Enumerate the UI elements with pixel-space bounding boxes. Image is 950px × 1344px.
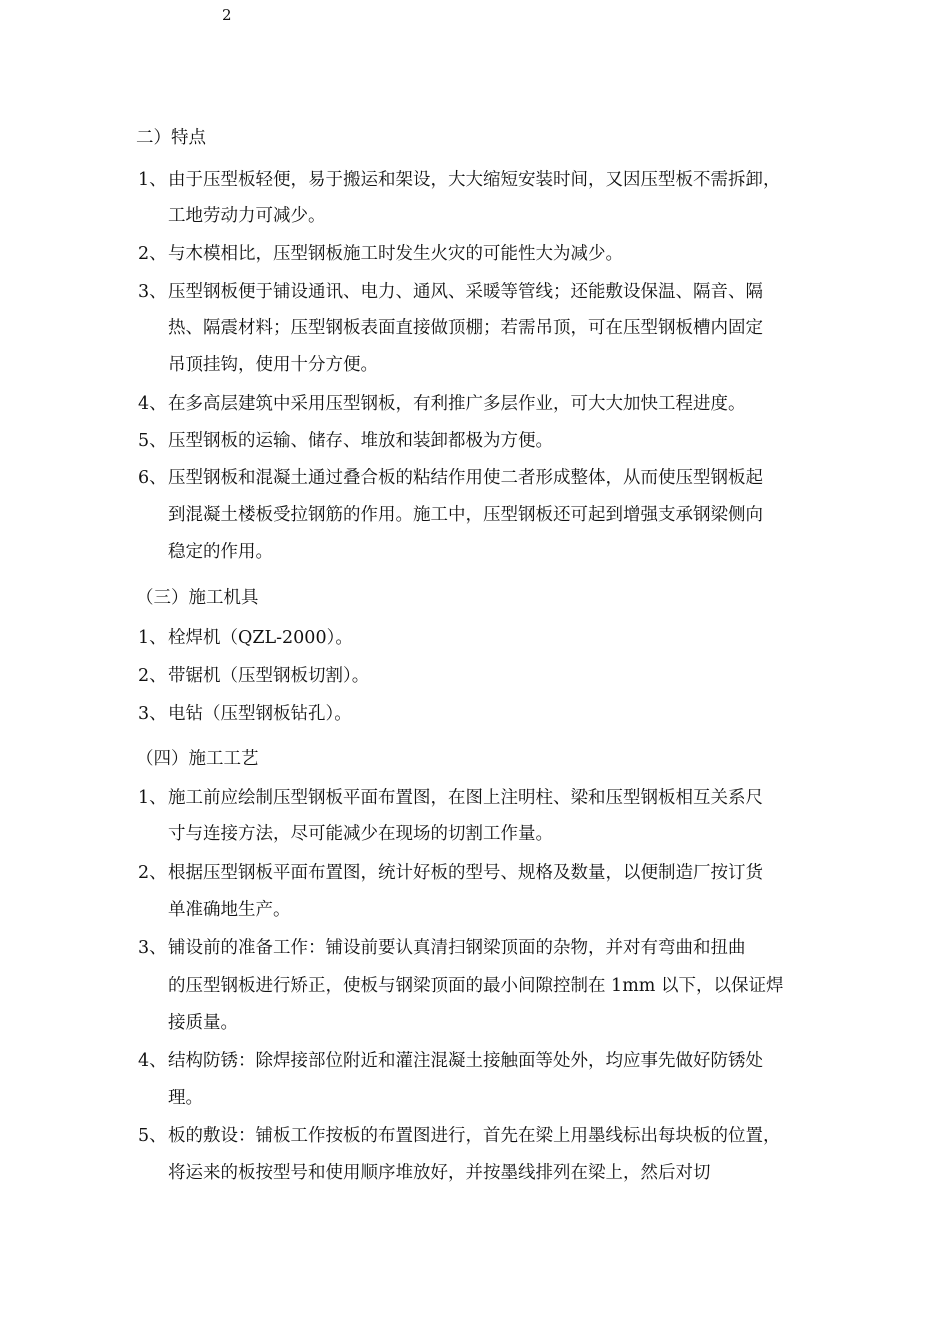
list-item-text: 栓焊机（QZL-2000）。 — [168, 628, 353, 648]
list-item-text: 带锯机（压型钢板切割）。 — [168, 666, 370, 686]
list-item-number: 4、 — [138, 1051, 167, 1071]
section-heading: （四）施工工艺 — [136, 749, 259, 769]
list-item-text: 单准确地生产。 — [168, 900, 291, 920]
list-item-text: 施工前应绘制压型钢板平面布置图，在图上注明柱、梁和压型钢板相互关系尺 — [168, 788, 763, 808]
list-item-text: 压型钢板和混凝土通过叠合板的粘结作用使二者形成整体，从而使压型钢板起 — [168, 468, 763, 488]
list-item-text: 在多高层建筑中采用压型钢板，有利推广多层作业，可大大加快工程进度。 — [168, 394, 746, 414]
list-item-text: 工地劳动力可减少。 — [168, 206, 326, 226]
list-item-text: 根据压型钢板平面布置图，统计好板的型号、规格及数量，以便制造厂按订货 — [168, 863, 763, 883]
list-item-text: 吊顶挂钩，使用十分方便。 — [168, 355, 378, 375]
list-item-text: 与木模相比，压型钢板施工时发生火灾的可能性大为减少。 — [168, 244, 623, 264]
list-item-text: 热、隔震材料；压型钢板表面直接做顶棚；若需吊顶，可在压型钢板槽内固定 — [168, 318, 763, 338]
list-item-text: 稳定的作用。 — [168, 542, 273, 562]
list-item-text: 理。 — [168, 1088, 203, 1108]
list-item-text: 电钻（压型钢板钻孔）。 — [168, 704, 352, 724]
list-item-number: 2、 — [138, 863, 167, 883]
page-number: 2 — [222, 6, 232, 24]
list-item-text: 压型钢板的运输、储存、堆放和装卸都极为方便。 — [168, 431, 553, 451]
list-item-text: 结构防锈：除焊接部位附近和灌注混凝土接触面等处外，均应事先做好防锈处 — [168, 1051, 763, 1071]
list-item-text: 将运来的板按型号和使用顺序堆放好，并按墨线排列在梁上，然后对切 — [168, 1163, 711, 1183]
list-item-number: 3、 — [138, 938, 167, 958]
list-item-number: 2、 — [138, 244, 167, 264]
list-item-number: 1、 — [138, 628, 167, 648]
list-item-text: 接质量。 — [168, 1013, 238, 1033]
list-item-text: 板的敷设：铺板工作按板的布置图进行，首先在梁上用墨线标出每块板的位置， — [168, 1126, 781, 1146]
section-heading: （三）施工机具 — [136, 588, 259, 608]
list-item-number: 6、 — [138, 468, 167, 488]
list-item-number: 3、 — [138, 282, 167, 302]
list-item-text: 铺设前的准备工作：铺设前要认真清扫钢梁顶面的杂物，并对有弯曲和扭曲 — [168, 938, 746, 958]
list-item-number: 1、 — [138, 170, 167, 190]
list-item-text: 到混凝土楼板受拉钢筋的作用。施工中，压型钢板还可起到增强支承钢梁侧向 — [168, 505, 763, 525]
list-item-text: 的压型钢板进行矫正，使板与钢梁顶面的最小间隙控制在 1mm 以下，以保证焊 — [168, 976, 784, 996]
list-item-number: 3、 — [138, 704, 167, 724]
section-heading: 二）特点 — [136, 128, 206, 148]
list-item-number: 4、 — [138, 394, 167, 414]
list-item-text: 压型钢板便于铺设通讯、电力、通风、采暖等管线；还能敷设保温、隔音、隔 — [168, 282, 763, 302]
list-item-number: 5、 — [138, 1126, 167, 1146]
list-item-text: 由于压型板轻便，易于搬运和架设，大大缩短安装时间，又因压型板不需拆卸， — [168, 170, 781, 190]
list-item-number: 1、 — [138, 788, 167, 808]
list-item-text: 寸与连接方法，尽可能减少在现场的切割工作量。 — [168, 824, 553, 844]
list-item-number: 2、 — [138, 666, 167, 686]
list-item-number: 5、 — [138, 431, 167, 451]
